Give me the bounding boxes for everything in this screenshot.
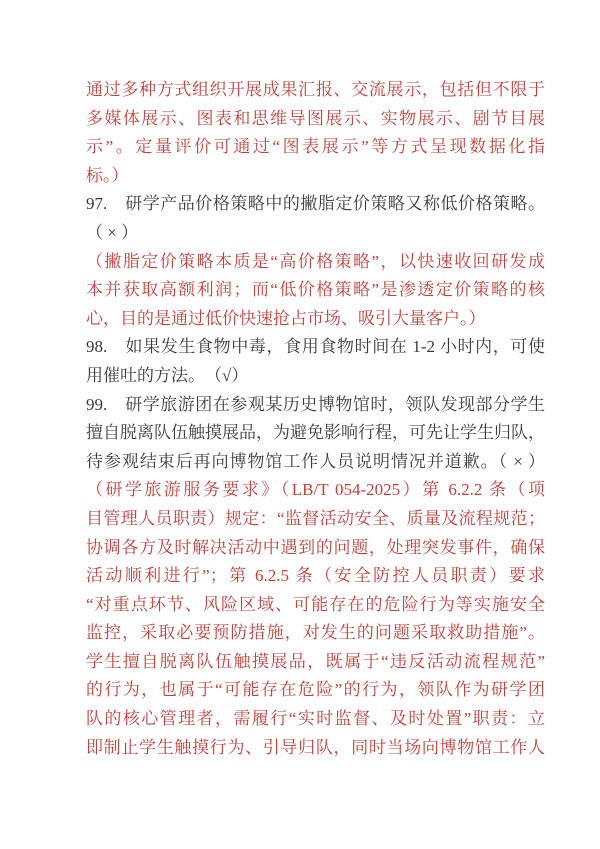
document-text-line: 活动顺利进行”；第 6.2.5 条（安全防控人员职责）要求 (86, 566, 545, 586)
document-text-line: 97. 研学产品价格策略中的撇脂定价策略又称低价格策略。 (86, 194, 545, 214)
document-text-line: （撇脂定价策略本质是“高价格策略”，以快速收回研发成 (86, 251, 545, 271)
document-text-line: 本并获取高额利润；而“低价格策略”是渗透定价策略的核 (86, 280, 545, 300)
document-text-line: 队的核心管理者，需履行“实时监督、及时处置”职责：立 (86, 709, 545, 729)
document-text-line: 学生擅自脱离队伍触摸展品，既属于“违反活动流程规范” (86, 651, 545, 671)
document-text-line: 多媒体展示、图表和思维导图展示、实物展示、剧节目展 (86, 108, 545, 128)
document-text-line: 的行为，也属于“可能存在危险”的行为，领队作为研学团 (86, 680, 545, 700)
document-text-line: 待参观结束后再向博物馆工作人员说明情况并道歉。（ × ） (86, 451, 545, 471)
document-text-line: 用催吐的方法。 （√） (86, 365, 249, 385)
document-text-line: 协调各方及时解决活动中遇到的问题，处理突发事件，确保 (86, 537, 545, 557)
document-text-line: 标。） (86, 165, 129, 185)
document-text-line: 目管理人员职责）规定：“监督活动安全、质量及流程规范； (86, 508, 545, 528)
document-text-line: （ × ） (86, 222, 139, 242)
document-text-line: 通过多种方式组织开展成果汇报、交流展示，包括但不限于 (86, 80, 545, 99)
document-text-line: 擅自脱离队伍触摸展品，为避免影响行程，可先让学生归队， (86, 423, 545, 443)
document-text-line: （研学旅游服务要求》（LB/T 054-2025）第 6.2.2 条（项 (86, 480, 545, 500)
document-text-line: 98. 如果发生食物中毒，食用食物时间在 1-2 小时内，可使 (86, 337, 545, 357)
document-content (86, 76, 545, 762)
document-text-line: 心，目的是通过低价快速抢占市场、吸引大量客户。） (86, 308, 486, 328)
document-text-line: 监控，采取必要预防措施，对发生的问题采取救助措施”。 (86, 623, 545, 643)
document-text-line: “对重点环节、风险区域、可能存在的危险行为等实施安全 (86, 594, 545, 614)
document-text-line: 即制止学生触摸行为、引导归队，同时当场向博物馆工作人 (86, 737, 545, 757)
document-text-line: 99. 研学旅游团在参观某历史博物馆时，领队发现部分学生 (86, 394, 545, 414)
document-text-line: 示”。定量评价可通过“图表展示”等方式呈现数据化指 (86, 137, 545, 157)
